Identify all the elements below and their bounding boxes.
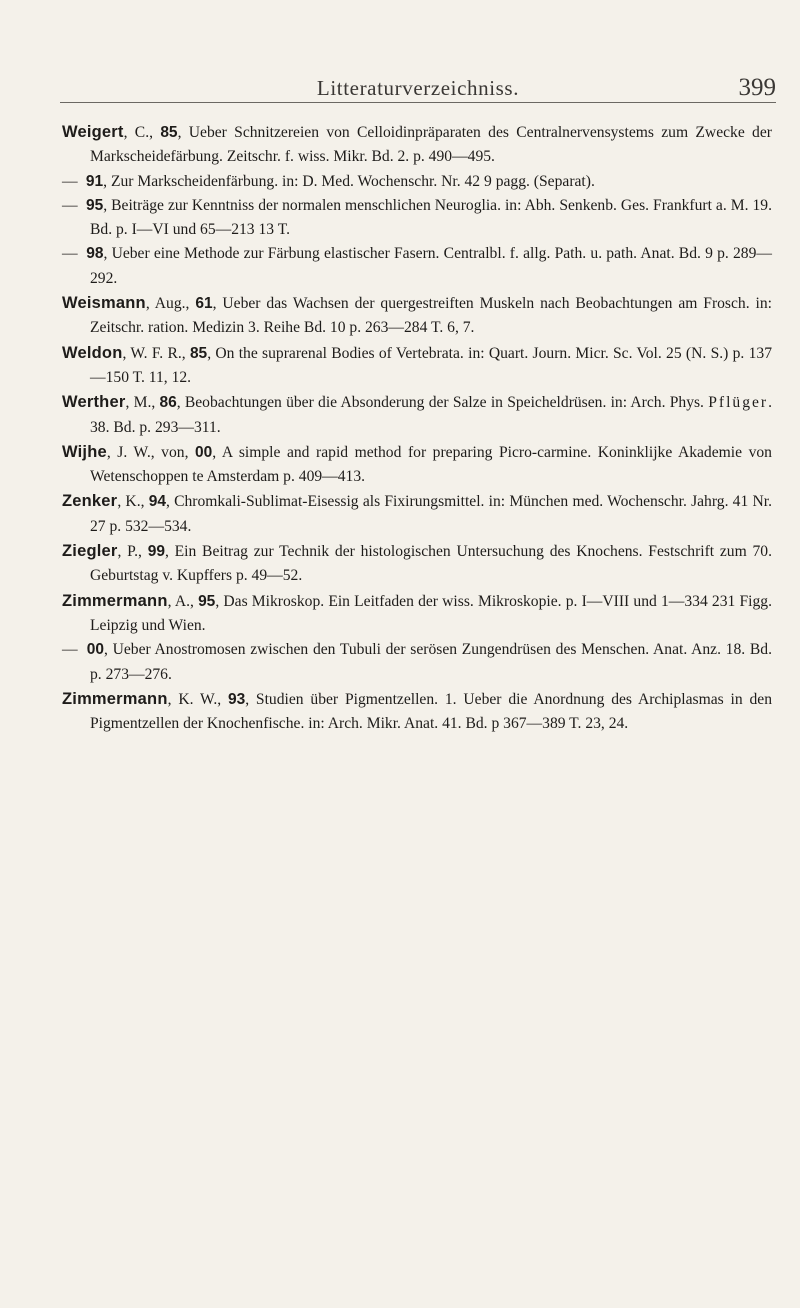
entry-text: , Ueber Anostromosen zwischen den Tubuli der serösen Zungendrüsen des Menschen. Anat. Anz. 18. Bd. p. 273—276.	[90, 641, 772, 683]
entry-author: Ziegler	[62, 542, 118, 561]
running-title: Litteraturverzeichniss.	[316, 76, 520, 100]
entry-author: Weigert	[62, 123, 124, 141]
entry-author: Weismann	[62, 294, 146, 313]
entry-author: Zimmermann	[62, 689, 168, 708]
entry-dash: —	[62, 196, 78, 214]
entry-initials: , Aug.,	[145, 295, 196, 313]
bibliography-entry	[62, 291, 772, 341]
page-number: 399	[738, 74, 776, 101]
bibliography-entry	[62, 194, 772, 243]
entry-dash: —	[62, 641, 78, 659]
entry-dash: —	[62, 172, 78, 190]
entry-text: , Zur Markscheidenfärbung. in: D. Med. Wochenschr. Nr. 42 9 pagg. (Separat).	[103, 172, 595, 190]
entry-initials: , K.,	[117, 493, 149, 511]
entry-year: 98	[86, 245, 104, 263]
entry-year: 85	[160, 124, 178, 141]
bibliography-entry	[62, 440, 772, 490]
entry-initials: , P.,	[117, 543, 148, 561]
entry-author: Weldon	[62, 343, 123, 362]
entry-year: 94	[148, 493, 166, 511]
entry-year: 61	[195, 295, 213, 313]
entry-text: , Beiträge zur Kenntniss der normalen menschlichen Neuroglia. in: Abh. Senkenb. Ges. Frankfurt a. M. 19. Bd. p. I—VI und 65—213 13 T.	[90, 196, 772, 239]
entry-author: Zenker	[62, 492, 118, 511]
bibliography-entry	[62, 489, 772, 539]
entry-author: Werther	[62, 393, 126, 412]
bibliography-entry	[62, 242, 772, 291]
entry-author: Wijhe	[62, 442, 107, 461]
entry-author: Zimmermann	[62, 591, 168, 610]
entry-year: 95	[86, 196, 104, 214]
entry-initials: , W. F. R.,	[122, 344, 190, 362]
entry-tail: . 38. Bd. p. 293—311.	[90, 394, 773, 436]
entry-initials: , J. W., von,	[106, 443, 196, 461]
entry-year: 86	[159, 394, 177, 412]
bibliography-entry	[62, 170, 772, 194]
entry-text: , Ueber das Wachsen der quergestreiften Muskeln nach Beobachtungen am Frosch. in: Zeitschr. ration. Medizin 3. Reihe Bd. 10 p. 263—284 T. 6, 7.	[90, 295, 772, 337]
entry-text: , Chromkali-Sublimat-Eisessig als Fixirungsmittel. in: München med. Wochenschr. Jahrg. 41 Nr. 27 p. 532—534.	[90, 493, 772, 535]
header-rule	[60, 102, 776, 103]
entry-initials: , K. W.,	[167, 690, 228, 708]
bibliography-entry	[62, 390, 772, 440]
bibliography-entry	[62, 539, 772, 589]
entry-year: 93	[227, 690, 246, 708]
entry-year: 95	[198, 592, 216, 610]
entry-text: , On the suprarenal Bodies of Vertebrata. in: Quart. Journ. Micr. Sc. Vol. 25 (N. S.) p. 137—150 T. 11, 12.	[90, 344, 772, 386]
entry-dash: —	[62, 245, 78, 263]
entry-text: , Ein Beitrag zur Technik der histologischen Untersuchung des Knochens. Festschrift zum 70. Geburtstag v. Kupffers p. 49—52.	[90, 543, 772, 585]
page-header	[60, 74, 776, 104]
bibliography-entry	[62, 638, 772, 687]
entry-text: , Studien über Pigmentzellen. 1. Ueber die Anordnung des Archiplasmas in den Pigmentzellen der Knochenfische. in: Arch. Mikr. Anat. 41. Bd. p 367—389 T. 23, 24.	[90, 690, 772, 733]
bibliography-entry	[62, 687, 772, 737]
entry-year: 91	[85, 172, 104, 190]
entry-text: , Ueber eine Methode zur Färbung elastischer Fasern. Centralbl. f. allg. Path. u. path. Anat. Bd. 9 p. 289—292.	[90, 245, 772, 287]
bibliography-entry	[62, 589, 772, 639]
entry-year: 85	[189, 344, 208, 362]
entry-year: 00	[195, 443, 213, 461]
entry-initials: , C.,	[123, 124, 161, 141]
entry-text: , A simple and rapid method for preparing Picro-carmine. Koninklijke Akademie von Wetenschoppen te Amsterdam p. 409—413.	[90, 443, 772, 486]
entry-year: 00	[86, 641, 104, 659]
entry-year: 99	[147, 543, 165, 561]
bibliography-list	[62, 120, 772, 736]
entry-text: , Ueber Schnitzereien von Celloidinpräparaten des Centralnervensystems zum Zwecke der Markscheidefärbung. Zeitschr. f. wiss. Mikr. Bd. 2. p. 490—495.	[90, 124, 772, 166]
bibliography-entry	[62, 120, 772, 170]
entry-initials: , A.,	[167, 592, 199, 610]
bibliography-entry	[62, 341, 772, 391]
entry-initials: , M.,	[125, 394, 160, 412]
entry-spaced-name: Pflüger	[708, 394, 769, 412]
entry-text: , Beobachtungen über die Absonderung der Salze in Speicheldrüsen. in: Arch. Phys.	[176, 394, 709, 412]
entry-text: , Das Mikroskop. Ein Leitfaden der wiss. Mikroskopie. p. I—VIII und 1—334 231 Figg. Leipzig und Wien.	[90, 592, 772, 634]
